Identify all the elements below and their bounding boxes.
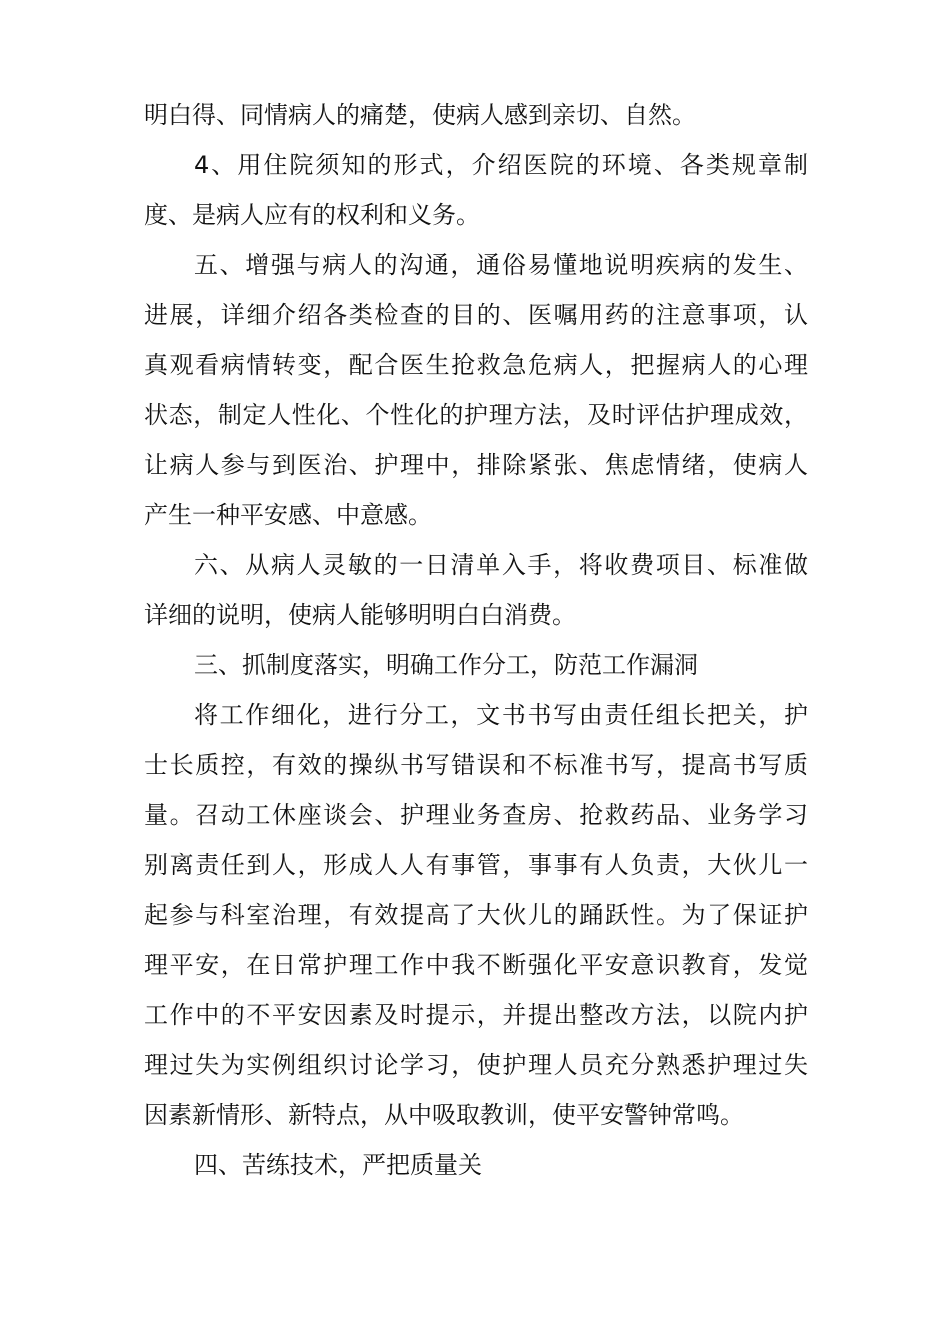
text-line: 理平安，在日常护理工作中我不断强化平安意识教育，发觉 bbox=[144, 951, 808, 979]
paragraph-first-line: 五、增强与病人的沟通，通俗易懂地说明疾病的发生、 bbox=[194, 251, 808, 279]
document-body bbox=[144, 90, 808, 1190]
text-line: 真观看病情转变，配合医生抢救急危病人，把握病人的心理 bbox=[144, 351, 808, 379]
text-line: 理过失为实例组织讨论学习，使护理人员充分熟悉护理过失 bbox=[144, 1051, 808, 1079]
text-line: 量。召动工休座谈会、护理业务查房、抢救药品、业务学习 bbox=[144, 801, 808, 829]
section-heading: 三、抓制度落实，明确工作分工，防范工作漏洞 bbox=[194, 651, 698, 679]
text-line: 度、是病人应有的权利和义务。 bbox=[144, 201, 480, 229]
text-line: 让病人参与到医治、护理中，排除紧张、焦虑情绪，使病人 bbox=[144, 451, 808, 479]
text-line: 因素新情形、新特点，从中吸取教训，使平安警钟常鸣。 bbox=[144, 1101, 744, 1129]
text-line: 详细的说明，使病人能够明明白白消费。 bbox=[144, 601, 576, 629]
text-line: 别离责任到人，形成人人有事管，事事有人负责，大伙儿一 bbox=[144, 851, 808, 879]
paragraph-first-line: 4、用住院须知的形式，介绍医院的环境、各类规章制 bbox=[194, 151, 808, 179]
paragraph-first-line: 六、从病人灵敏的一日清单入手，将收费项目、标准做 bbox=[194, 551, 808, 579]
section-heading: 四、苦练技术，严把质量关 bbox=[194, 1151, 482, 1179]
paragraph-first-line: 将工作细化，进行分工，文书书写由责任组长把关，护 bbox=[194, 701, 808, 729]
text-line: 工作中的不平安因素及时提示，并提出整改方法，以院内护 bbox=[144, 1001, 808, 1029]
text-line: 起参与科室治理，有效提高了大伙儿的踊跃性。为了保证护 bbox=[144, 901, 808, 929]
text-line: 产生一种平安感、中意感。 bbox=[144, 501, 432, 529]
text-line: 明白得、同情病人的痛楚，使病人感到亲切、自然。 bbox=[144, 101, 696, 129]
text-line: 士长质控，有效的操纵书写错误和不标准书写，提高书写质 bbox=[144, 751, 808, 779]
text-line: 进展，详细介绍各类检查的目的、医嘱用药的注意事项，认 bbox=[144, 301, 808, 329]
text-line: 状态，制定人性化、个性化的护理方法，及时评估护理成效， bbox=[144, 401, 808, 429]
